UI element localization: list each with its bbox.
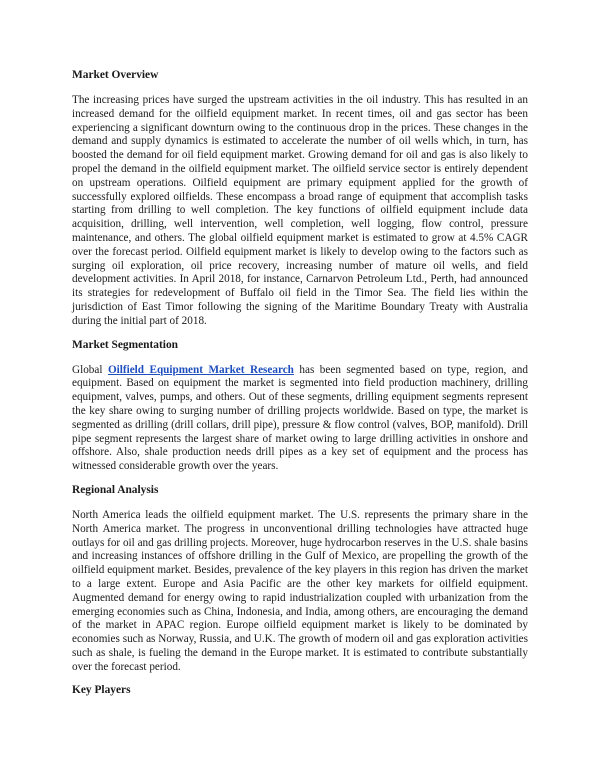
regional-analysis-paragraph: North America leads the oilfield equipment market. The U.S. represents the primary share in the North America market. The progress in unconventional drilling technologies have attracted huge outlays for oil and gas drilling projects. Moreover, huge hydrocarbon reserves in the U.S. shale basins and increasing instances of offshore drilling in the Gulf of Mexico, are propelling the growth of the oilfield equipment market. Besides, prevalence of the key players in this region has driven the market to a large extent. Europe and Asia Pacific are the other key markets for oilfield equipment. Augmented demand for energy owing to rapid industrialization coupled with urbanization from the emerging economies such as China, Indonesia, and India, among others, are encouraging the demand of the market in APAC region. Europe oilfield equipment market is likely to be dominated by economies such as Norway, Russia, and U.K. The growth of modern oil and gas exploration activities such as shale, is fueling the demand in the Europe market. It is estimated to contribute substantially over the forecast period. bbox=[72, 508, 528, 673]
section-heading-regional-analysis: Regional Analysis bbox=[72, 483, 159, 496]
segmentation-body: has been segmented based on type, region, and equipment. Based on equipment the market is segmented into field production machinery, drilling equipment, valves, pumps, and others. Out of these segments, drilling equipment segments represent the key share owing to surging number of drilling projects worldwide. Based on type, the market is segmented as drilling (drill collars, drill pipe), pressure & flow control (valves, BOP, manifold). Drill pipe segment represents the largest share of market owing to large drilling activities in onshore and offshore. Also, shale production needs drill pipes as a key set of equipment and the process has witnessed considerable growth over the years. bbox=[72, 363, 528, 473]
oilfield-equipment-market-research-link[interactable]: Oilfield Equipment Market Research bbox=[107, 363, 294, 376]
market-overview-paragraph: The increasing prices have surged the upstream activities in the oil industry. This has resulted in an increased demand for the oilfield equipment market. In recent times, oil and gas sector has been experiencing a significant downturn owing to the continuous drop in the prices. These changes in the demand and supply dynamics is estimated to accelerate the number of oil wells which, in turn, has boosted the demand for oil field equipment market. Growing demand for oil and gas is also likely to propel the demand in the oilfield equipment market. The oilfield service sector is entirely dependent on upstream operations. Oilfield equipment are primary equipment applied for the growth of successfully explored oilfields. These encompass a broad range of equipment that accomplish tasks starting from drilling to well completion. The key functions of oilfield equipment include data acquisition, drilling, well intervention, well completion, well logging, flow control, pressure maintenance, and others. The global oilfield equipment market is estimated to grow at 4.5% CAGR over the forecast period. Oilfield equipment market is likely to develop owing to the factors such as surging oil exploration, oil price recovery, increasing number of mature oil wells, and field development activities. In April 2018, for instance, Carnarvon Petroleum Ltd., Perth, had announced its strategies for redevelopment of Buffalo oil field in the Timor Sea. The field lies within the jurisdiction of East Timor following the signing of the Maritime Boundary Treaty with Australia during the initial part of 2018. bbox=[72, 94, 528, 327]
document-page bbox=[72, 68, 528, 709]
market-segmentation-paragraph bbox=[72, 364, 528, 474]
section-heading-key-players: Key Players bbox=[72, 684, 131, 697]
section-heading-market-overview: Market Overview bbox=[72, 69, 159, 81]
section-heading-market-segmentation: Market Segmentation bbox=[72, 338, 178, 351]
segmentation-prefix: Global bbox=[72, 363, 108, 376]
